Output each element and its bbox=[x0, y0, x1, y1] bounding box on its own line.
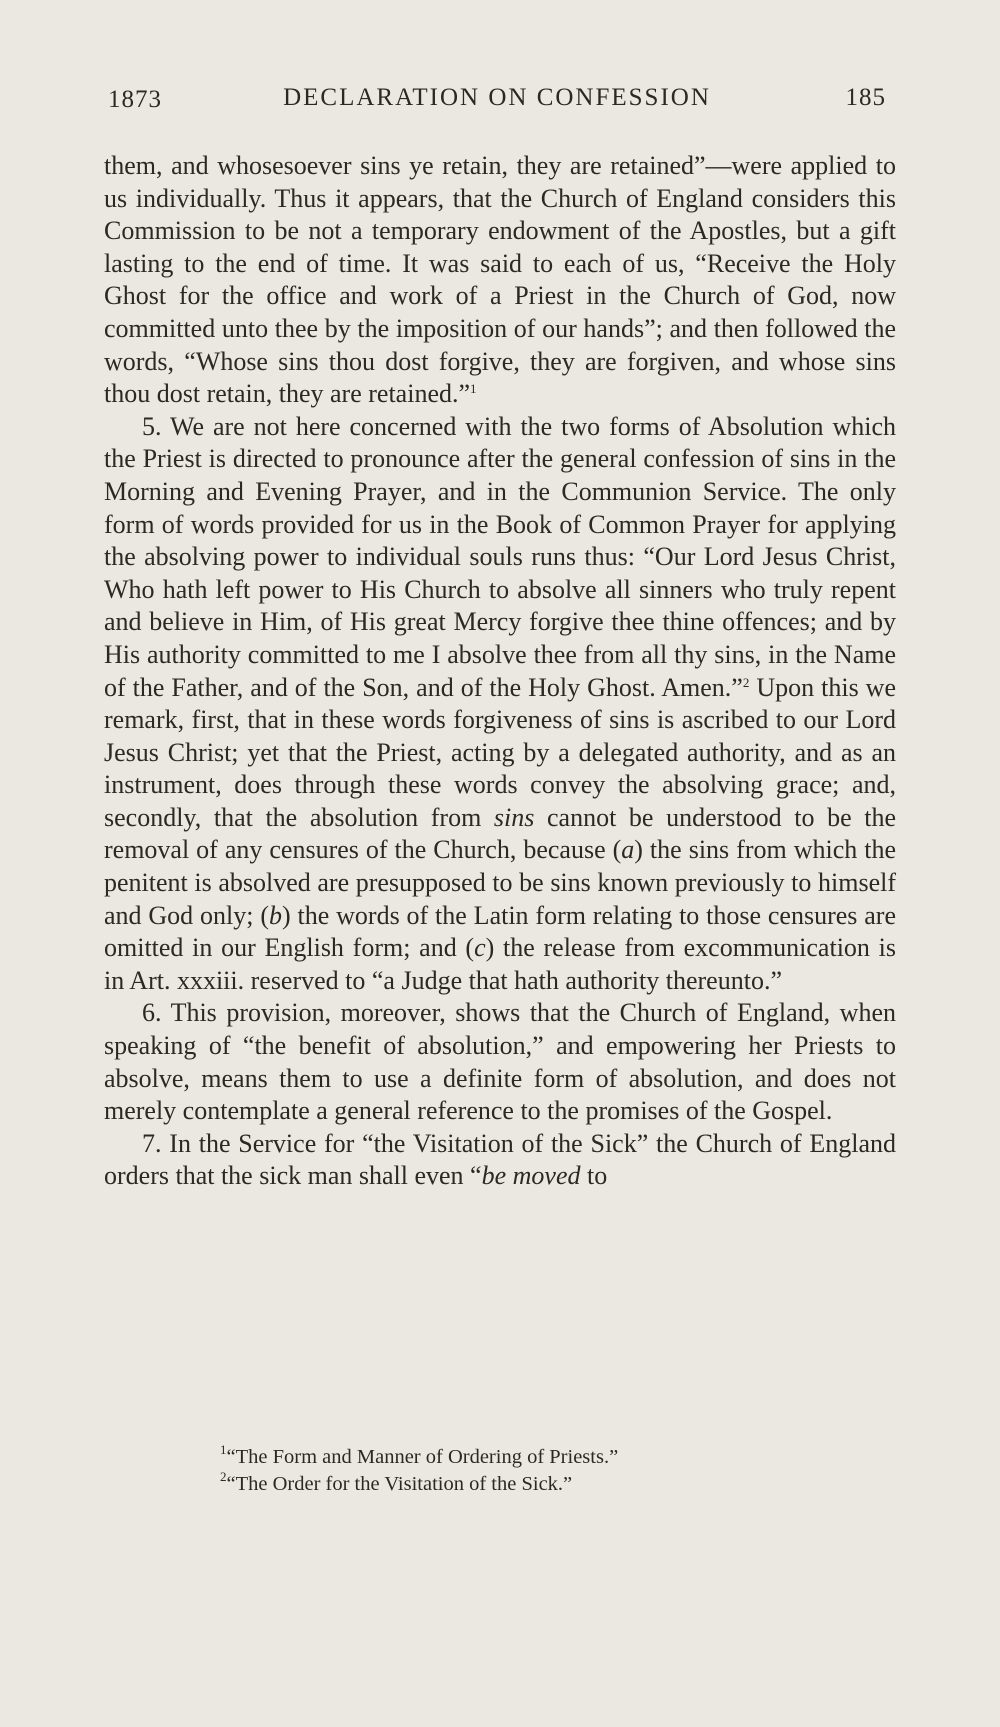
footnote-2 bbox=[220, 1471, 860, 1498]
paragraph-continued bbox=[104, 150, 896, 411]
paragraph-text: 5. We are not here concerned with the two forms of Absolution which the Priest is directed to pronounce after the general confession of sins in the Morning and Evening Prayer, and in the Communion Service. The only form of words provided for us in the Book of Common Prayer for applying the absolving power to individual souls runs thus: “Our Lord Jesus Christ, Who hath left power to His Church to absolve all sinners who truly repent and believe in Him, of His great Mercy forgive thee thine offences; and by His authority committed to me I absolve thee from all thy sins, in the Name of the Father, and of the Son, and of the Holy Ghost. Amen.” bbox=[104, 411, 896, 702]
paragraph-text: to bbox=[580, 1161, 608, 1191]
paragraph-text: ) the sins from which the penitent is absolved are presupposed to be sins known previously to himself and God only; ( bbox=[104, 835, 896, 930]
paragraph-text: ) the words of the Latin form relating to those censures are omitted in our English form; and ( bbox=[104, 900, 897, 963]
footnote-number: 1 bbox=[220, 1442, 227, 1457]
footnote-text: “The Order for the Visitation of the Sick.” bbox=[226, 1473, 573, 1495]
paragraph-text: Upon this we remark, first, that in these words forgiveness of sins is ascribed to our Lord Jesus Christ; yet that the Priest, acting by a delegated authority, and as an instrument, does through these words convey the absolving grace; and, secondly, that the absolution from bbox=[104, 672, 896, 832]
paragraph-text: cannot be understood to be the removal of any censures of the Church, because ( bbox=[104, 802, 896, 865]
body-text bbox=[104, 150, 896, 1193]
header-year: 1873 bbox=[108, 86, 162, 113]
list-letter: a bbox=[621, 835, 635, 865]
paragraph-text: 7. In the Service for “the Visitation of the Sick” the Church of England orders that the sick man shall even “ bbox=[104, 1128, 896, 1191]
paragraph-5 bbox=[104, 411, 896, 998]
paragraph-7 bbox=[104, 1128, 896, 1193]
paragraph-text: them, and whosesoever sins ye retain, they are retained”—were applied to us individually. Thus it appears, that the Church of England considers this Commission to be not a temporary endowment of the Apostles, but a gift lasting to the end of time. It was said to each of us, “Receive the Holy Ghost for the office and work of a Priest in the Church of God, now committed unto thee by the imposition of our hands”; and then followed the words, “Whose sins thou dost forgive, they are forgiven, and whose sins thou dost retain, they are retained.” bbox=[104, 151, 896, 409]
page-number: 185 bbox=[845, 84, 886, 111]
footnote-text: “The Form and Manner of Ordering of Priests.” bbox=[226, 1446, 619, 1468]
footnote-1 bbox=[220, 1444, 860, 1471]
list-letter: b bbox=[269, 900, 282, 930]
footnote-ref-2: 2 bbox=[742, 674, 750, 690]
paragraph-6: 6. This provision, moreover, shows that the Church of England, when speaking of “the benefit of absolution,” and empowering her Priests to absolve, means them to use a definite form of absolution, and does not merely contemplate a general reference to the promises of the Gospel. bbox=[104, 998, 896, 1126]
running-title: DECLARATION ON CONFESSION bbox=[283, 84, 711, 111]
paragraph-text: ) the release from excommunication is in Art. xxxiii. reserved to “a Judge that hath authority thereunto.” bbox=[104, 933, 896, 995]
emphasis-text: be moved bbox=[481, 1161, 581, 1191]
footnotes bbox=[220, 1444, 860, 1498]
list-letter: c bbox=[474, 933, 486, 963]
emphasis-text: sins bbox=[493, 802, 535, 832]
footnote-number: 2 bbox=[220, 1469, 227, 1484]
running-header bbox=[108, 84, 886, 120]
footnote-ref-1: 1 bbox=[470, 381, 477, 397]
